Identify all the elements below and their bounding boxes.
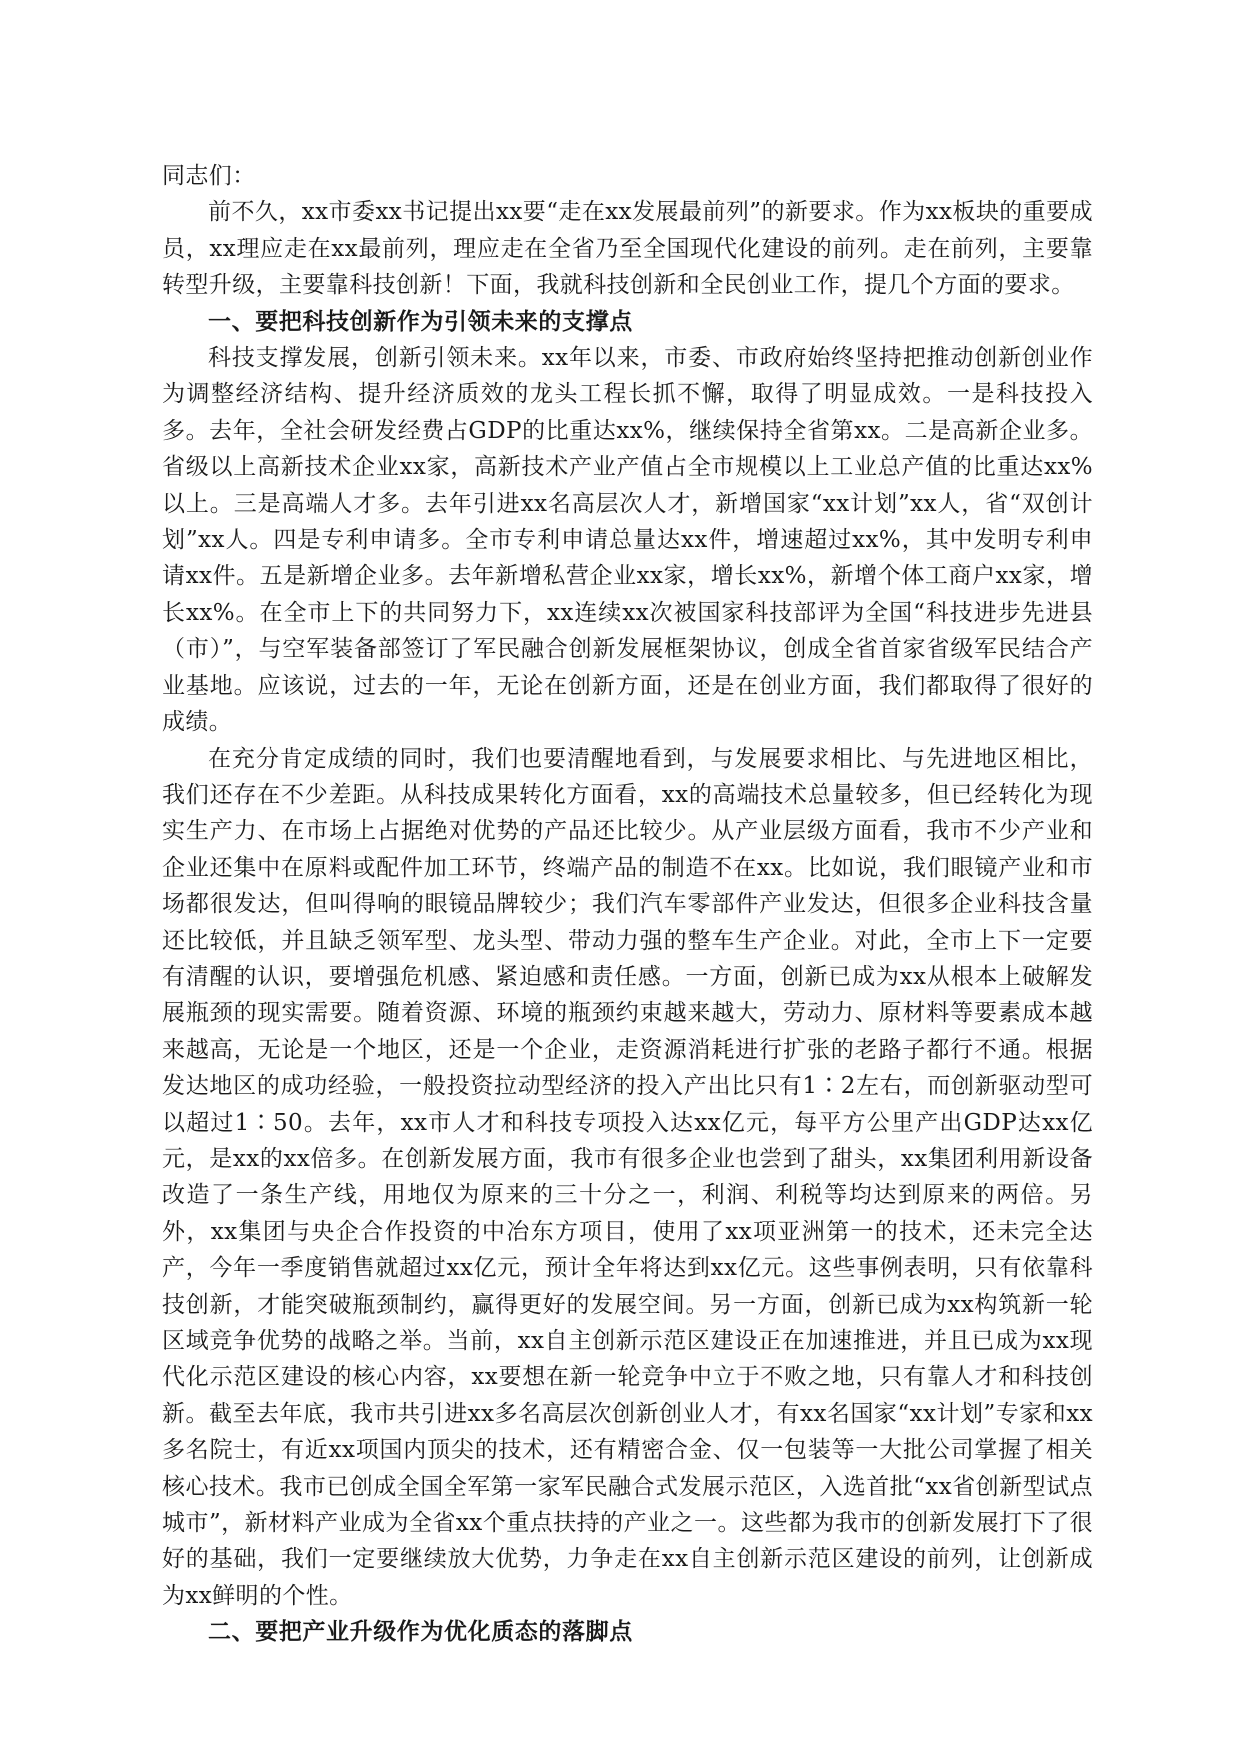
section-2-heading: 二、要把产业升级作为优化质态的落脚点 bbox=[208, 1619, 633, 1646]
section-1-paragraph-1: 科技支撑发展，创新引领未来。xx年以来，市委、市政府始终坚持把推动创新创业作为调整经济结构、提升经济质效的龙头工程长抓不懈，取得了明显成效。一是科技投入多。去年，全社会研发经费占GDP的比重达xx%，继续保持全省第xx。二是高新企业多。省级以上高新技术企业xx家，高新技术产业产值占全市规模以上工业总产值的比重达xx%以上。三是高端人才多。去年引进xx名高层次人才，新增国家“xx计划”xx人，省“双创计划”xx人。四是专利申请多。全市专利申请总量达xx件，增速超过xx%，其中发明专利申请xx件。五是新增企业多。去年新增私营企业xx家，增长xx%，新增个体工商户xx家，增长xx%。在全市上下的共同努力下，xx连续xx次被国家科技部评为全国“科技进步先进县（市）”，与空军装备部签订了军民融合创新发展框架协议，创成全省首家省级军民结合产业基地。应该说，过去的一年，无论在创新方面，还是在创业方面，我们都取得了很好的成绩。 bbox=[162, 345, 1093, 736]
section-1-paragraph-2: 在充分肯定成绩的同时，我们也要清醒地看到，与发展要求相比、与先进地区相比，我们还存在不少差距。从科技成果转化方面看，xx的高端技术总量较多，但已经转化为现实生产力、在市场上占据绝对优势的产品还比较少。从产业层级方面看，我市不少产业和企业还集中在原料或配件加工环节，终端产品的制造不在xx。比如说，我们眼镜产业和市场都很发达，但叫得响的眼镜品牌较少；我们汽车零部件产业发达，但很多企业科技含量还比较低，并且缺乏领军型、龙头型、带动力强的整车生产企业。对此，全市上下一定要有清醒的认识，要增强危机感、紧迫感和责任感。一方面，创新已成为xx从根本上破解发展瓶颈的现实需要。随着资源、环境的瓶颈约束越来越大，劳动力、原材料等要素成本越来越高，无论是一个地区，还是一个企业，走资源消耗进行扩张的老路子都行不通。根据发达地区的成功经验，一般投资拉动型经济的投入产出比只有1∶2左右，而创新驱动型可以超过1∶50。去年，xx市人才和科技专项投入达xx亿元，每平方公里产出GDP达xx亿元，是xx的xx倍多。在创新发展方面，我市有很多企业也尝到了甜头，xx集团利用新设备改造了一条生产线，用地仅为原来的三十分之一，利润、利税等均达到原来的两倍。另外，xx集团与央企合作投资的中冶东方项目，使用了xx项亚洲第一的技术，还未完全达产，今年一季度销售就超过xx亿元，预计全年将达到xx亿元。这些事例表明，只有依靠科技创新，才能突破瓶颈制约，赢得更好的发展空间。另一方面，创新已成为xx构筑新一轮区域竞争优势的战略之举。当前，xx自主创新示范区建设正在加速推进，并且已成为xx现代化示范区建设的核心内容，xx要想在新一轮竞争中立于不败之地，只有靠人才和科技创新。截至去年底，我市共引进xx多名高层次创新创业人才，有xx名国家“xx计划”专家和xx多名院士，有近xx项国内顶尖的技术，还有精密合金、仅一包装等一大批公司掌握了相关核心技术。我市已创成全国全军第一家军民融合式发展示范区，入选首批“xx省创新型试点城市”，新材料产业成为全省xx个重点扶持的产业之一。这些都为我市的创新发展打下了很好的基础，我们一定要继续放大优势，力争走在xx自主创新示范区建设的前列，让创新成为xx鲜明的个性。 bbox=[162, 745, 1093, 1609]
intro-paragraph: 前不久，xx市委xx书记提出xx要“走在xx发展最前列”的新要求。作为xx板块的重要成员，xx理应走在xx最前列，理应走在全省乃至全国现代化建设的前列。走在前列，主要靠转型升级，主要靠科技创新！下面，我就科技创新和全民创业工作，提几个方面的要求。 bbox=[162, 199, 1093, 299]
document-body bbox=[162, 158, 1093, 1651]
section-1-heading: 一、要把科技创新作为引领未来的支撑点 bbox=[208, 308, 633, 335]
salutation: 同志们： bbox=[162, 163, 256, 189]
